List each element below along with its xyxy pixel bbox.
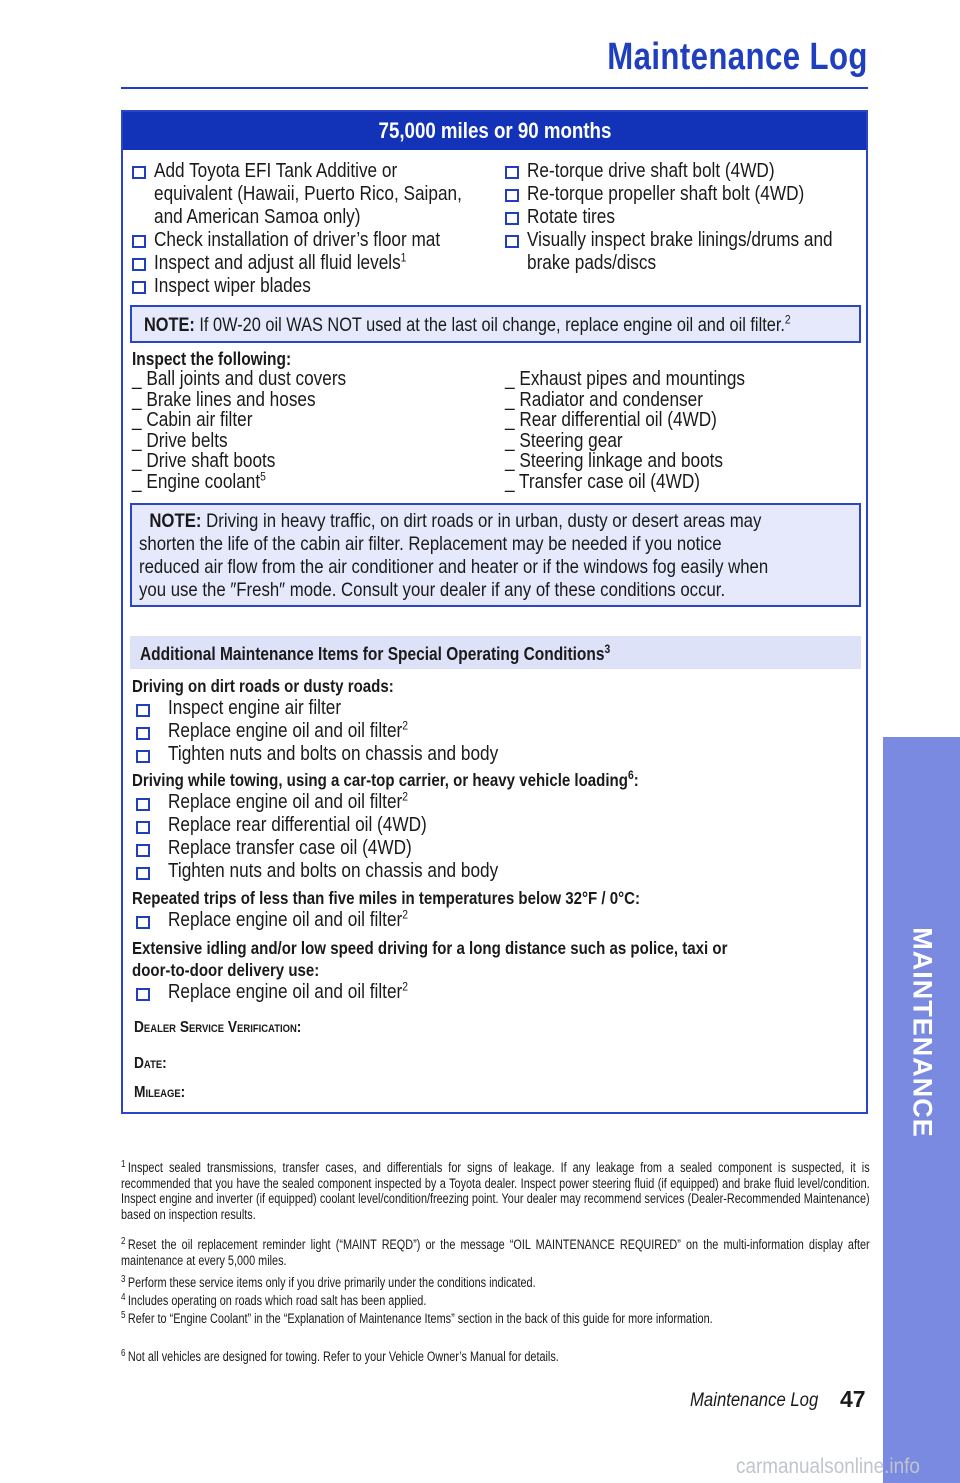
checkbox[interactable] <box>136 750 150 763</box>
condition-heading: Driving while towing, using a car-top carrier, or heavy vehicle loading$^6$: <box>132 768 639 790</box>
inspect-item: _ Engine coolant$^5$ <box>132 469 266 493</box>
footnote: $^5$ Refer to “Engine Coolant” in the “Explanation of Maintenance Items” section in the back of this guide for more information. <box>121 1309 713 1326</box>
checklist-item: Replace transfer case oil (4WD) <box>168 837 412 859</box>
checklist-item-cont: brake pads/discs <box>527 252 657 274</box>
footer-section-label: Maintenance Log <box>690 1390 819 1411</box>
side-tab-label: MAINTENANCE <box>907 927 937 1138</box>
footnote: $^2$ Reset the oil replacement reminder light (“MAINT REQD”) or the message “OIL MAINTENANCE REQUIRED” on the multi-information display after maintenance at every 5,000 miles. <box>121 1235 870 1268</box>
checkbox[interactable] <box>505 166 519 179</box>
footnote: $^3$ Perform these service items only if you drive primarily under the conditions indicated. <box>121 1273 536 1290</box>
inspect-item: _ Ball joints and dust covers <box>132 368 347 390</box>
checkbox[interactable] <box>136 821 150 834</box>
checkbox[interactable] <box>505 235 519 248</box>
checklist-item: Tighten nuts and bolts on chassis and body <box>168 860 499 882</box>
footnote: $^1$ Inspect sealed transmissions, transfer cases, and differentials for signs of leakage. If any leakage from a sealed component is suspected, it is recommended that you have the sealed component inspected by a Toyota dealer. Inspect power steering fluid (if equipped) and brake fluid level/condition. Inspect engine and inverter (if equipped) coolant level/condition/freezing point. Your dealer may recommend services (Dealer-Recommended Maintenance) based on inspection results. <box>121 1158 870 1222</box>
condition-heading: Repeated trips of less than five miles in temperatures below 32°F / 0°C: <box>132 888 641 908</box>
watermark: carmanualsonline.info <box>736 1455 920 1478</box>
checkbox[interactable] <box>505 212 519 225</box>
checklist-item: Inspect engine air filter <box>168 697 342 719</box>
condition-heading: Extensive idling and/or low speed driving for a long distance such as police, taxi or <box>132 938 728 958</box>
checkbox[interactable] <box>132 281 146 294</box>
checklist-item: Re-torque propeller shaft bolt (4WD) <box>527 183 805 205</box>
checklist-item: Rotate tires <box>527 206 615 228</box>
page-title: Maintenance Log <box>607 36 868 78</box>
condition-heading-cont: door-to-door delivery use: <box>132 960 320 980</box>
inspect-item: _ Steering gear <box>505 429 623 452</box>
condition-heading: Driving on dirt roads or dusty roads: <box>132 676 394 696</box>
inspect-list-left <box>132 369 346 493</box>
inspect-item: _ Drive shaft boots <box>132 450 276 473</box>
checklist-item: Re-torque drive shaft bolt (4WD) <box>527 160 775 182</box>
checkbox[interactable] <box>132 258 146 271</box>
checklist-item: Visually inspect brake linings/drums and <box>527 229 833 251</box>
oil-note: NOTE: If 0W-20 oil WAS NOT used at the last oil change, replace engine oil and oil filter.$^2$ <box>130 305 861 343</box>
inspect-item: _ Drive belts <box>132 429 228 452</box>
dealer-verification-label: Dealer Service Verification: <box>134 1019 302 1036</box>
checkbox[interactable] <box>136 867 150 880</box>
cabin-filter-note: NOTE: Driving in heavy traffic, on dirt roads or in urban, dusty or desert areas may shorten the life of the cabin air filter. Replacement may be needed if you notice reduced air flow from the air conditioner and heater or if the windows fog easily when you use the ″Fresh″ mode. Consult your dealer if any of these conditions occur. <box>130 503 861 607</box>
inspect-heading: Inspect the following: <box>132 349 292 369</box>
inspect-list-right <box>505 369 745 493</box>
checkbox[interactable] <box>136 798 150 811</box>
inspect-item: _ Radiator and condenser <box>505 388 703 411</box>
mileage-label: Mileage: <box>134 1084 186 1101</box>
inspect-item: _ Exhaust pipes and mountings <box>505 368 746 390</box>
checklist-item: Inspect and adjust all fluid levels$^1$ <box>154 250 407 274</box>
checklist-item: Replace engine oil and oil filter$^2$ <box>168 907 409 931</box>
checklist-item: Tighten nuts and bolts on chassis and body <box>168 743 499 765</box>
footnote: $^6$ Not all vehicles are designed for towing. Refer to your Vehicle Owner’s Manual for details. <box>121 1347 559 1364</box>
checklist-item: Replace engine oil and oil filter$^2$ <box>168 718 409 742</box>
checklist-item: Add Toyota EFI Tank Additive or <box>154 160 398 182</box>
checklist-item: Replace engine oil and oil filter$^2$ <box>168 979 409 1003</box>
checkbox[interactable] <box>136 988 150 1001</box>
checkbox[interactable] <box>132 235 146 248</box>
inspect-item: _ Brake lines and hoses <box>132 388 316 411</box>
inspect-item: _ Transfer case oil (4WD) <box>505 470 700 493</box>
checklist-item: Inspect wiper blades <box>154 275 311 297</box>
checklist-item-cont: and American Samoa only) <box>154 206 361 228</box>
checkbox[interactable] <box>132 166 146 179</box>
interval-header: 75,000 miles or 90 months <box>123 112 866 150</box>
checklist-item: Check installation of driver’s floor mat <box>154 229 441 251</box>
checklist-item-cont: equivalent (Hawaii, Puerto Rico, Saipan, <box>154 183 462 205</box>
maintenance-box <box>121 110 868 1114</box>
inspect-item: _ Cabin air filter <box>132 409 253 432</box>
inspect-item: _ Steering linkage and boots <box>505 450 724 473</box>
page-number: 47 <box>840 1386 866 1412</box>
inspect-item: _ Rear differential oil (4WD) <box>505 409 717 432</box>
checklist-item: Replace engine oil and oil filter$^2$ <box>168 789 409 813</box>
title-rule <box>121 87 868 89</box>
checkbox[interactable] <box>136 916 150 929</box>
additional-heading-bar: Additional Maintenance Items for Special Operating Conditions$^3$ <box>130 636 861 669</box>
checkbox[interactable] <box>136 704 150 717</box>
checkbox[interactable] <box>136 844 150 857</box>
checklist-item: Replace rear differential oil (4WD) <box>168 814 427 836</box>
checkbox[interactable] <box>136 727 150 740</box>
footnote: $^4$ Includes operating on roads which road salt has been applied. <box>121 1291 427 1308</box>
checkbox[interactable] <box>505 189 519 202</box>
date-label: Date: <box>134 1055 167 1072</box>
